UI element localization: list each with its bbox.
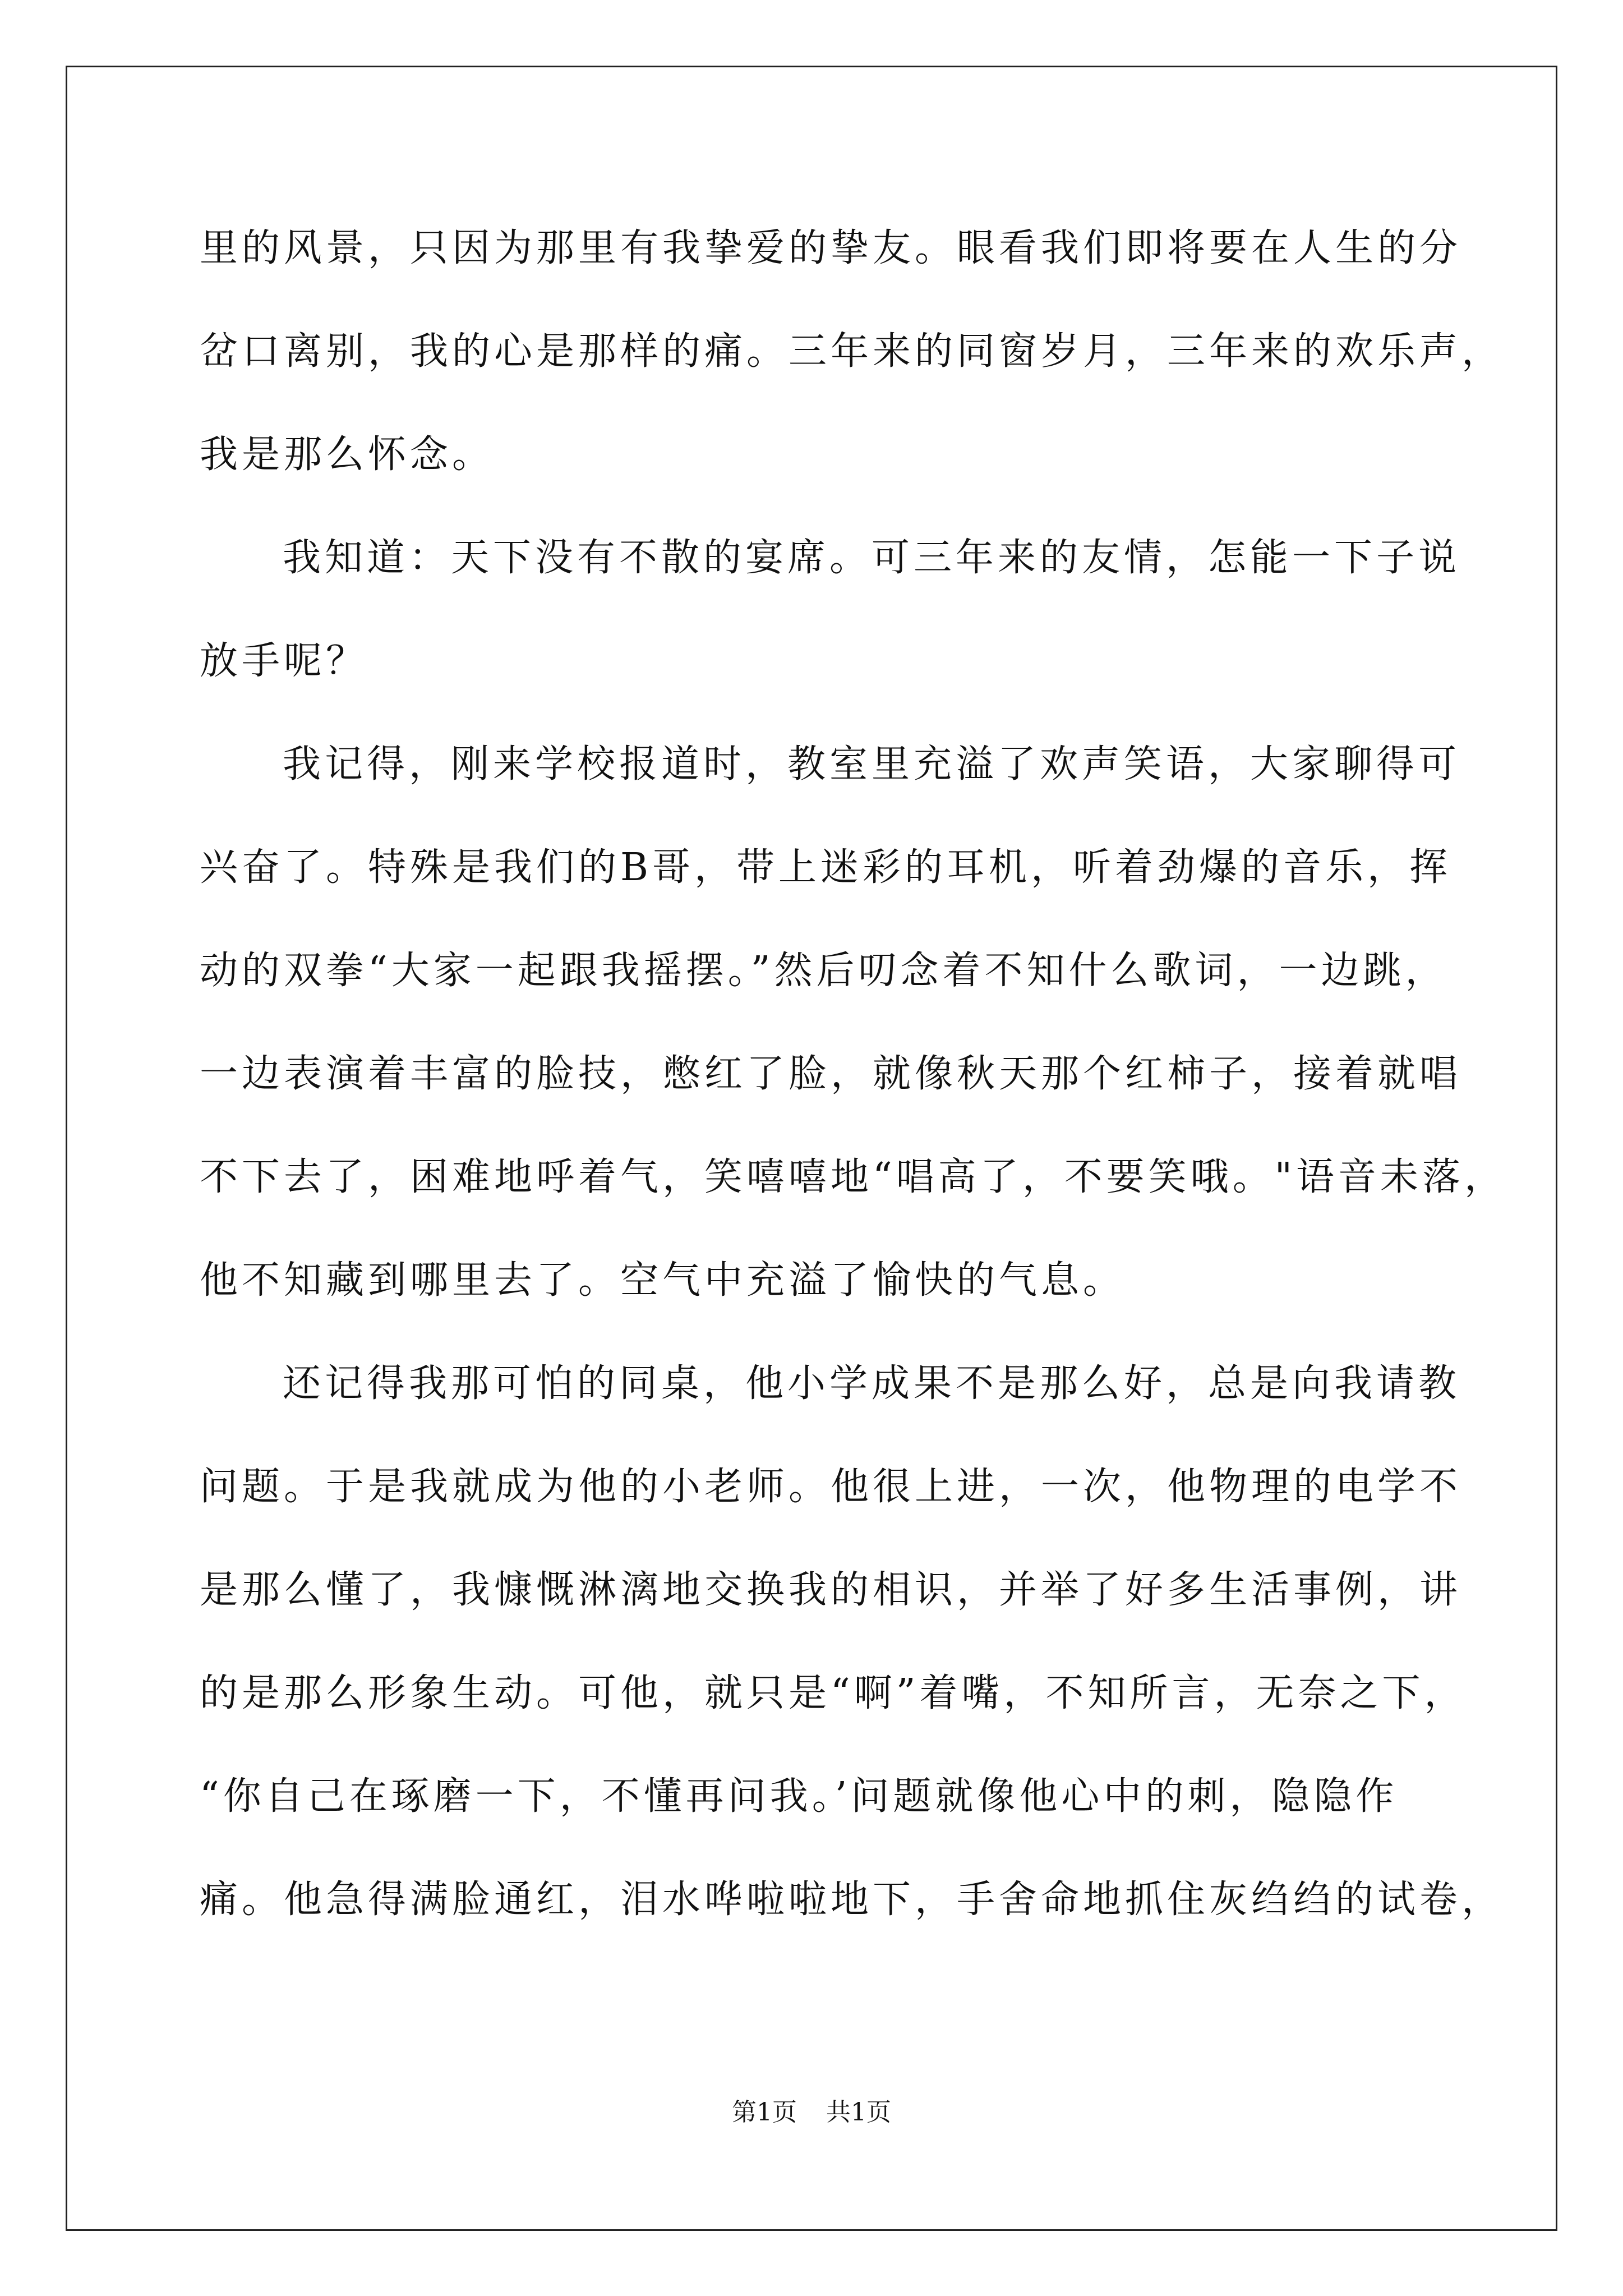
- text-line: 他不知藏到哪里去了。空气中充溢了愉快的气息。: [200, 1258, 1126, 1303]
- paragraph-first-line: 还记得我那可怕的同桌，他小学成果不是那么好，总是向我请教: [283, 1361, 1461, 1406]
- text-line: 痛。他急得满脸通红，泪水哗啦啦地下，手舍命地抓住灰绉绉的试卷，: [200, 1878, 1504, 1922]
- paragraph-first-line: 我记得，刚来学校报道时，教室里充溢了欢声笑语，大家聊得可: [283, 742, 1461, 786]
- text-line: 一边表演着丰富的脸技，憋红了脸，就像秋天那个红柿子，接着就唱: [200, 1052, 1462, 1096]
- text-line: 我是那么怀念。: [200, 432, 495, 477]
- text-line: 问题。于是我就成为他的小老师。他很上进，一次，他物理的电学不: [200, 1465, 1462, 1509]
- document-body: [200, 218, 1507, 1972]
- text-line: 兴奋了。特殊是我们的B哥，带上迷彩的耳机，听着劲爆的音乐，挥: [200, 845, 1451, 890]
- text-line: 里的风景，只因为那里有我挚爱的挚友。眼看我们即将要在人生的分: [200, 226, 1462, 270]
- text-line: 放手呢？: [200, 639, 368, 683]
- paragraph-first-line: 我知道：天下没有不散的宴席。可三年来的友情，怎能一下子说: [283, 536, 1461, 580]
- text-line: 的是那么形象生动。可他，就只是“啊”着嘴，不知所言，无奈之下，: [200, 1671, 1467, 1715]
- page-footer: [0, 2096, 1623, 2129]
- page-number-total: 共1页: [826, 2098, 891, 2127]
- text-line: “你自己在琢磨一下，不懂再问我。’问题就像他心中的刺，隐隐作: [200, 1774, 1398, 1819]
- text-line: 不下去了，困难地呼着气，笑嘻嘻地“唱高了，不要笑哦。"语音未落，: [200, 1155, 1507, 1199]
- page-number-current: 第1页: [732, 2098, 797, 2127]
- text-line: 岔口离别，我的心是那样的痛。三年来的同窗岁月，三年来的欢乐声，: [200, 329, 1504, 374]
- text-line: 动的双拳“大家一起跟我摇摆。”然后叨念着不知什么歌词，一边跳，: [200, 949, 1447, 993]
- text-line: 是那么懂了，我慷慨淋漓地交换我的相识，并举了好多生活事例，讲: [200, 1568, 1462, 1612]
